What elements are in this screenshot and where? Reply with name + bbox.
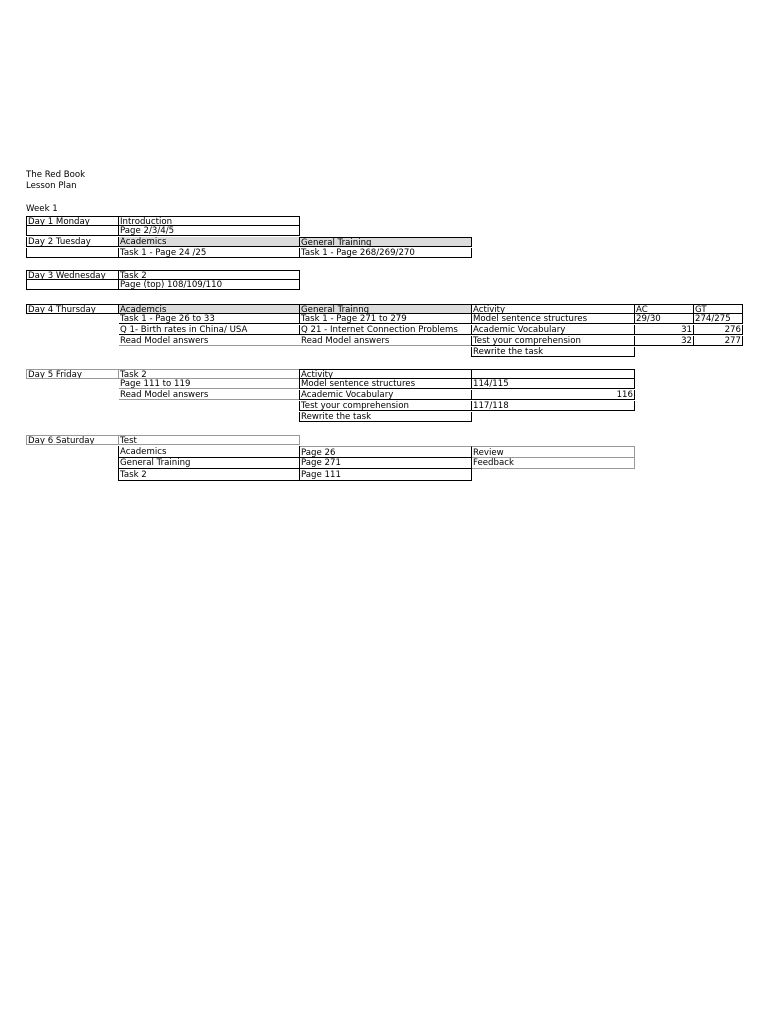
day6-item-2-name: General Training	[118, 458, 300, 469]
day6-label: Day 6 Saturday	[26, 435, 119, 445]
day4-row1-gt: 274/275	[694, 314, 743, 324]
day4-label: Day 4 Thursday	[26, 304, 119, 314]
day4-ac-header: AC	[635, 304, 694, 314]
day5-activity-1: Model sentence structures	[299, 379, 472, 389]
document-subtitle: Lesson Plan	[26, 181, 77, 191]
day5-label: Day 5 Friday	[26, 369, 119, 379]
day1-label: Day 1 Monday	[26, 216, 119, 226]
day5-activity-2: Academic Vocabulary	[299, 390, 472, 400]
day4-row1-gt-task: Task 1 - Page 271 to 279	[300, 314, 472, 324]
day5-read: Read Model answers	[119, 390, 300, 400]
day5-activity-header: Activity	[299, 369, 472, 379]
day4-row3-gt: 277	[694, 336, 743, 346]
day6-item-1-name: Academics	[118, 446, 300, 458]
day3-task: Task 2	[119, 270, 300, 280]
day4-row3-gt-task: Read Model answers	[300, 336, 472, 346]
day2-general-training: General Training	[300, 237, 472, 247]
day5-activity-4: Rewrite the task	[299, 412, 472, 422]
day4-row3-activity: Test your comprehension	[471, 336, 635, 346]
day1-blank	[26, 226, 119, 236]
day1-pages: Page 2/3/4/5	[119, 226, 300, 236]
day4-general-training: General Trainng	[300, 304, 472, 314]
day4-row2-ac-task: Q 1- Birth rates in China/ USA	[119, 325, 300, 335]
day4-academics: Academcis	[119, 304, 300, 314]
day4-row3-ac: 32	[635, 336, 694, 346]
day1-intro: Introduction	[119, 216, 300, 226]
day6-item-3-page: Page 111	[300, 469, 472, 481]
day4-row2-gt: 276	[694, 325, 743, 335]
day2-blank	[26, 248, 119, 258]
day4-row2-ac: 31	[635, 325, 694, 335]
day2-label: Day 2 Tuesday	[26, 237, 119, 247]
day5-page-2: 116	[472, 390, 635, 400]
day4-row2-activity: Academic Vocabulary	[472, 325, 635, 335]
day4-row1-activity: Model sentence structures	[472, 314, 635, 324]
day3-pages: Page (top) 108/109/110	[119, 280, 300, 290]
day4-gt-header: GT	[694, 304, 743, 314]
day4-row4-activity: Rewrite the task	[471, 347, 635, 357]
day4-row1-ac: 29/30	[635, 314, 694, 324]
day5-page-1: 114/115	[472, 379, 635, 389]
day4-activity-header: Activity	[472, 304, 635, 314]
day6-item-1-page: Page 26	[300, 446, 472, 458]
week-label: Week 1	[26, 204, 58, 214]
day2-academics: Academics	[119, 237, 300, 247]
day6-item-2-note: Feedback	[472, 458, 635, 469]
day4-row3-ac-task: Read Model answers	[119, 336, 300, 346]
document-title: The Red Book	[26, 170, 86, 180]
day5-pages-header	[472, 369, 635, 379]
day3-blank	[26, 280, 119, 290]
day3-label: Day 3 Wednesday	[26, 270, 119, 280]
day4-row1-ac-task: Task 1 - Page 26 to 33	[119, 314, 300, 324]
day5-page-3: 117/118	[472, 401, 635, 411]
day5-pages: Page 111 to 119	[119, 379, 300, 389]
day6-test: Test	[119, 435, 300, 445]
day6-item-1-note: Review	[472, 446, 635, 458]
day5-task: Task 2	[119, 369, 300, 379]
day4-row2-gt-task: Q 21 - Internet Connection Problems	[300, 325, 472, 335]
day2-task-ac: Task 1 - Page 24 /25	[119, 248, 300, 258]
day6-item-3-name: Task 2	[118, 469, 300, 481]
day5-activity-3: Test your comprehension	[299, 401, 472, 411]
day6-item-2-page: Page 271	[300, 458, 472, 469]
day2-task-gt: Task 1 - Page 268/269/270	[300, 248, 472, 258]
